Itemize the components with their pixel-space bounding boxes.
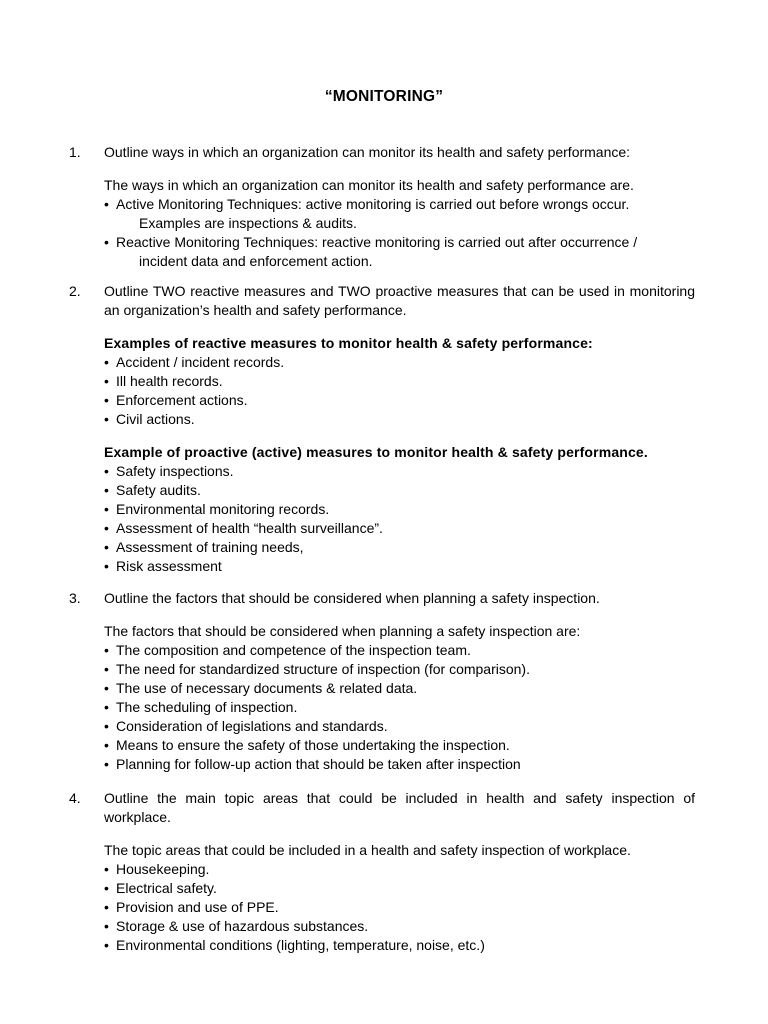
question-body	[104, 143, 695, 271]
bullet-icon: •	[104, 642, 109, 658]
bullet-icon: •	[104, 520, 109, 536]
list-item: • Means to ensure the safety of those undertaking the inspection.	[104, 737, 510, 753]
list-item	[104, 233, 695, 271]
list-item: • The composition and competence of the inspection team.	[104, 642, 471, 658]
question-number: 2.	[69, 283, 81, 299]
bullet-icon: •	[104, 718, 109, 734]
answer-list	[104, 860, 695, 955]
list-item: • The scheduling of inspection.	[104, 699, 298, 715]
list-item-text: Reactive Monitoring Techniques: reactive monitoring is carried out after occurrence /	[116, 234, 638, 250]
bullet-icon: •	[104, 411, 109, 427]
question-text: Outline TWO reactive measures and TWO proactive measures that can be used in monitoring an organization’s health and safety performance.	[104, 283, 695, 318]
bullet-icon: •	[104, 482, 109, 498]
reactive-heading: Examples of reactive measures to monitor health & safety performance:	[104, 335, 593, 351]
list-item: • Storage & use of hazardous substances.	[104, 918, 369, 934]
list-item: • Housekeeping.	[104, 861, 210, 877]
list-item: • Consideration of legislations and standards.	[104, 718, 388, 734]
bullet-icon: •	[104, 558, 109, 574]
reactive-list	[104, 353, 695, 429]
question-text: Outline the factors that should be considered when planning a safety inspection.	[104, 590, 600, 606]
answer-list	[104, 195, 695, 271]
bullet-icon: •	[104, 756, 109, 772]
bullet-icon: •	[104, 392, 109, 408]
list-item: • Safety inspections.	[104, 463, 234, 479]
question-number: 1.	[69, 144, 81, 160]
bullet-icon: •	[104, 373, 109, 389]
page-title: “MONITORING”	[324, 88, 444, 105]
proactive-list	[104, 462, 695, 576]
list-item-continuation: Examples are inspections & audits.	[139, 215, 357, 231]
bullet-icon: •	[104, 861, 109, 877]
list-item: • The need for standardized structure of inspection (for comparison).	[104, 661, 530, 677]
question-body	[104, 282, 695, 576]
list-item: • The use of necessary documents & related data.	[104, 680, 418, 696]
answer-intro: The ways in which an organization can monitor its health and safety performance are.	[104, 177, 634, 193]
bullet-icon: •	[104, 539, 109, 555]
bullet-icon: •	[104, 501, 109, 517]
list-item: • Planning for follow-up action that should be taken after inspection	[104, 756, 521, 772]
list-item: • Assessment of training needs,	[104, 539, 304, 555]
list-item: • Electrical safety.	[104, 880, 217, 896]
list-item: • Civil actions.	[104, 411, 195, 427]
list-item-text: Active Monitoring Techniques: active monitoring is carried out before wrongs occur.	[116, 196, 630, 212]
answer-intro: The factors that should be considered when planning a safety inspection are:	[104, 623, 581, 639]
question-body	[104, 789, 695, 955]
list-item: • Ill health records.	[104, 373, 223, 389]
bullet-icon: •	[104, 354, 109, 370]
answer-list	[104, 641, 695, 774]
list-item: • Environmental conditions (lighting, temperature, noise, etc.)	[104, 937, 485, 953]
bullet-icon: •	[104, 196, 109, 212]
list-item: • Risk assessment	[104, 558, 222, 574]
bullet-icon: •	[104, 699, 109, 715]
question-text: Outline ways in which an organization can monitor its health and safety performance:	[104, 144, 631, 160]
question-number: 4.	[69, 790, 81, 806]
list-item: • Safety audits.	[104, 482, 201, 498]
list-item: • Accident / incident records.	[104, 354, 285, 370]
bullet-icon: •	[104, 899, 109, 915]
bullet-icon: •	[104, 880, 109, 896]
bullet-icon: •	[104, 737, 109, 753]
bullet-icon: •	[104, 234, 109, 250]
list-item	[104, 195, 695, 233]
question-body	[104, 589, 695, 774]
bullet-icon: •	[104, 463, 109, 479]
bullet-icon: •	[104, 680, 109, 696]
list-item: • Provision and use of PPE.	[104, 899, 279, 915]
question-text: Outline the main topic areas that could be included in health and safety inspection of workplace.	[104, 790, 695, 825]
list-item: • Enforcement actions.	[104, 392, 248, 408]
bullet-icon: •	[104, 937, 109, 953]
list-item: • Environmental monitoring records.	[104, 501, 330, 517]
bullet-icon: •	[104, 918, 109, 934]
list-item: • Assessment of health “health surveillance”.	[104, 520, 383, 536]
question-number: 3.	[69, 590, 81, 606]
bullet-icon: •	[104, 661, 109, 677]
proactive-heading: Example of proactive (active) measures to monitor health & safety performance.	[104, 444, 648, 460]
answer-intro: The topic areas that could be included in a health and safety inspection of workplace.	[104, 842, 631, 858]
list-item-continuation: incident data and enforcement action.	[139, 253, 373, 269]
